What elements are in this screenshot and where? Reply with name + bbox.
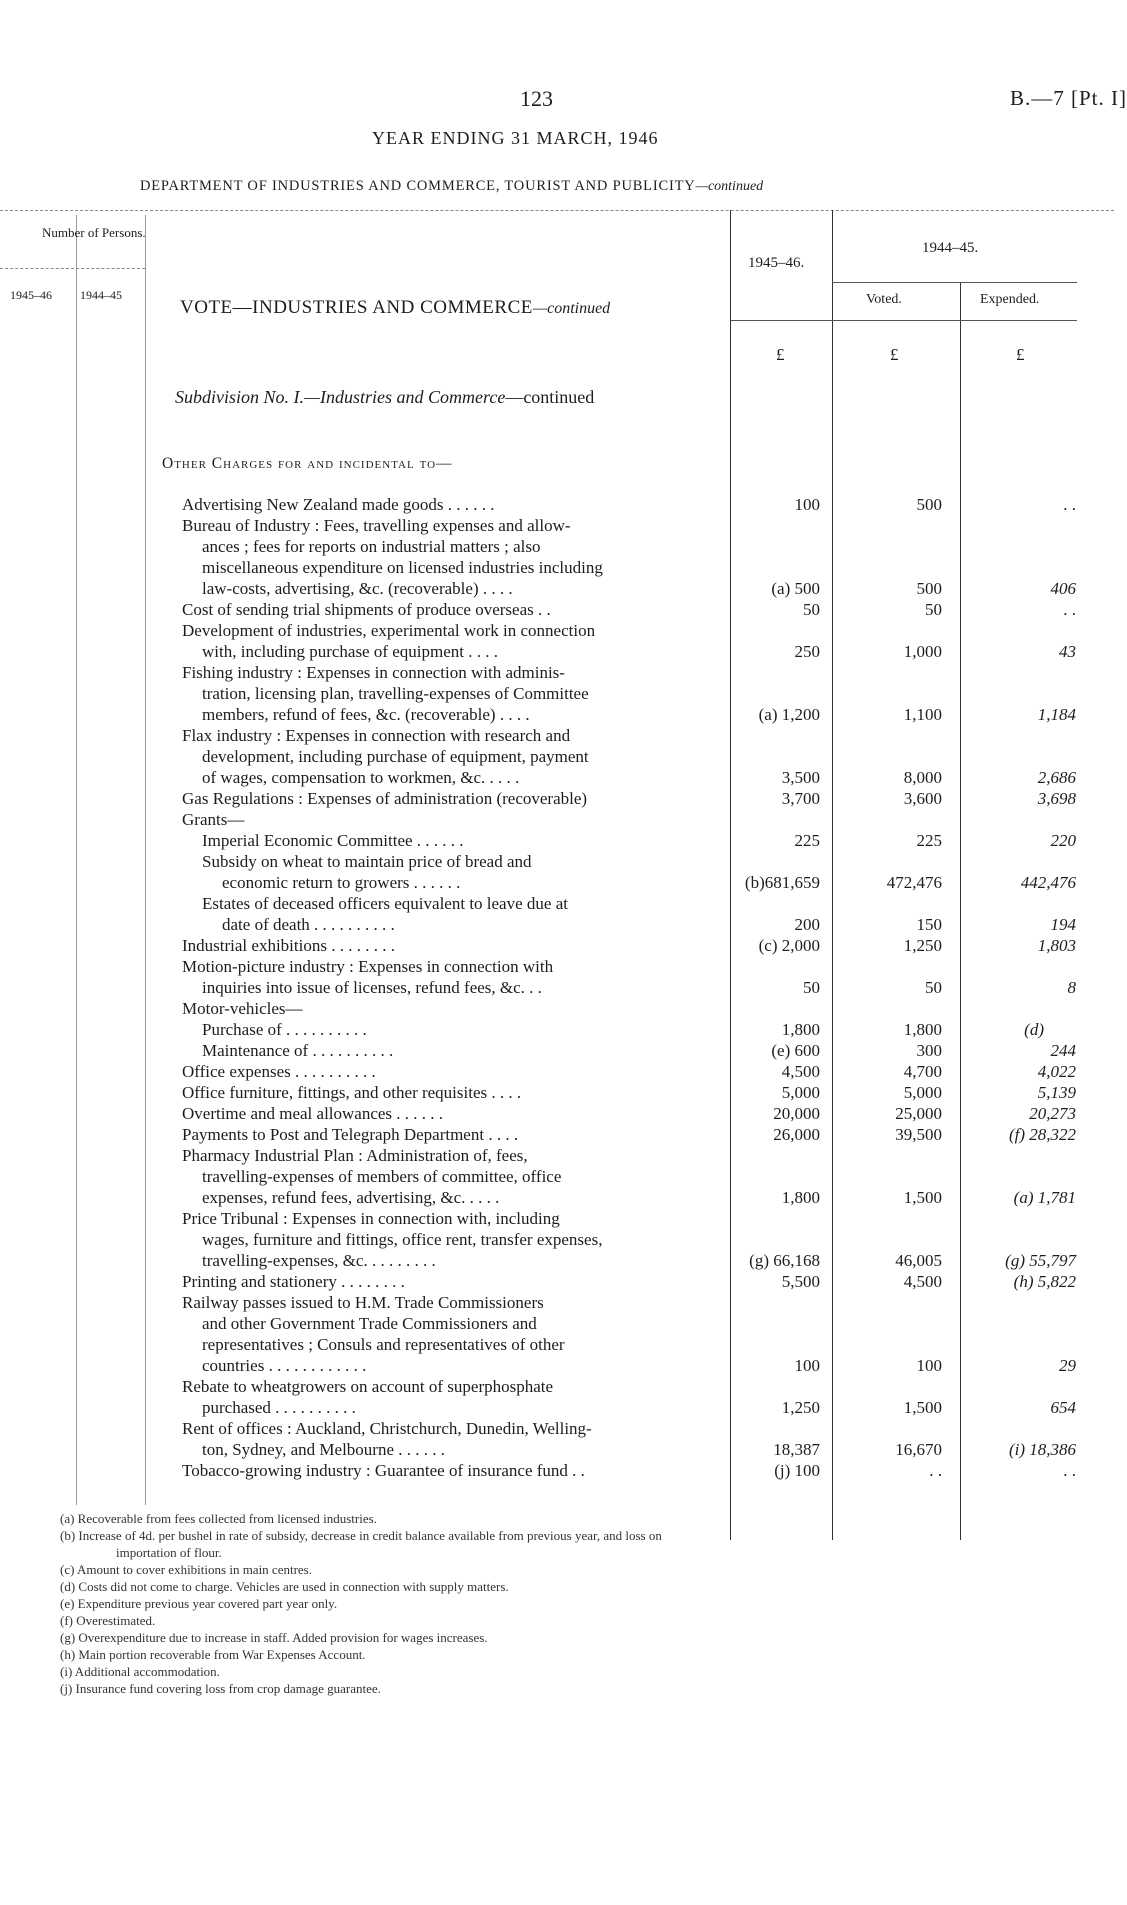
line-text: of wages, compensation to workmen, &c. . . . .: [202, 768, 520, 787]
amount-expended: 406: [1050, 579, 1076, 598]
amount-voted: 4,700: [903, 1062, 942, 1081]
line-text: Grants—: [182, 810, 245, 829]
amount-expended: 3,698: [1037, 789, 1076, 808]
line-text: Bureau of Industry : Fees, travelling expenses and allow-: [182, 516, 571, 535]
line-text: Industrial exhibitions . . . . . . . .: [182, 936, 395, 955]
line-text: Overtime and meal allowances . . . . . .: [182, 1104, 444, 1123]
page-number: 123: [520, 86, 553, 111]
amount-1945-46: 3,500: [781, 768, 820, 787]
amount-expended: 194: [1050, 915, 1076, 934]
amount-expended: 220: [1050, 831, 1076, 850]
amount-voted: 472,476: [886, 873, 942, 892]
column-header-voted: Voted.: [866, 292, 902, 307]
line-text: Fishing industry : Expenses in connection with adminis-: [182, 663, 565, 682]
amount-1945-46: 225: [794, 831, 820, 850]
amount-voted: 8,000: [903, 768, 942, 787]
line-text: Purchase of . . . . . . . . . .: [202, 1020, 367, 1039]
amount-1945-46: 20,000: [773, 1104, 820, 1123]
amount-expended: 1,184: [1037, 705, 1076, 724]
amount-expended: 29: [1059, 1356, 1076, 1375]
amount-1945-46: 50: [803, 978, 820, 997]
amount-voted: 150: [916, 915, 942, 934]
amount-expended: 20,273: [1029, 1104, 1076, 1123]
vote-title-text: VOTE—INDUSTRIES AND COMMERCE: [180, 297, 533, 318]
line-text: date of death . . . . . . . . . .: [222, 915, 395, 934]
amount-voted: 1,500: [903, 1398, 942, 1417]
column-rule-1945-46: [730, 210, 731, 1540]
line-text: countries . . . . . . . . . . . .: [202, 1356, 367, 1375]
line-text: Office furniture, fittings, and other requisites . . . .: [182, 1083, 522, 1102]
line-text: Development of industries, experimental work in connection: [182, 621, 596, 640]
column-header-bottom-rule: [730, 320, 1077, 321]
amount-voted: 4,500: [903, 1272, 942, 1291]
footnote-j: (j) Insurance fund covering loss from crop damage guarantee.: [60, 1681, 381, 1696]
amount-1945-46: 18,387: [773, 1440, 820, 1459]
amount-1945-46: 3,700: [781, 789, 820, 808]
line-text: ances ; fees for reports on industrial matters ; also: [202, 537, 541, 556]
amount-expended: 442,476: [1020, 873, 1076, 892]
header-top-rule: [0, 210, 1114, 211]
amount-1945-46: (a) 500: [771, 579, 820, 598]
footnote-b-continued: importation of flour.: [116, 1545, 222, 1560]
vote-continued: —continued: [532, 300, 611, 317]
footnote-d: (d) Costs did not come to charge. Vehicles are used in connection with supply matters.: [60, 1579, 509, 1594]
subdivision-title: Subdivision No. I.—Industries and Commerce: [175, 387, 506, 407]
amount-voted: 50: [925, 600, 942, 619]
line-text: Rent of offices : Auckland, Christchurch, Dunedin, Welling-: [182, 1419, 592, 1438]
line-text: Tobacco-growing industry : Guarantee of insurance fund . .: [182, 1461, 585, 1480]
footnote-i: (i) Additional accommodation.: [60, 1664, 220, 1679]
year-title: YEAR ENDING 31 MARCH, 1946: [372, 128, 659, 148]
previous-year-rule: [832, 282, 1077, 283]
amount-voted: 5,000: [903, 1083, 942, 1102]
amount-voted: 1,000: [903, 642, 942, 661]
amount-expended: 244: [1050, 1041, 1076, 1060]
subdivision-continued: —continued: [505, 387, 595, 407]
amount-voted: 46,005: [895, 1251, 942, 1270]
amount-expended: 43: [1059, 642, 1076, 661]
amount-1945-46: 50: [803, 600, 820, 619]
amount-expended: (a) 1,781: [1013, 1188, 1076, 1207]
amount-voted: 50: [925, 978, 942, 997]
amount-1945-46: (g) 66,168: [749, 1251, 820, 1270]
footnote-f: (f) Overestimated.: [60, 1613, 156, 1628]
amount-1945-46: (b)681,659: [744, 873, 820, 892]
line-text: Rebate to wheatgrowers on account of superphosphate: [182, 1377, 554, 1396]
line-text: purchased . . . . . . . . . .: [202, 1398, 356, 1417]
line-text: tration, licensing plan, travelling-expenses of Committee: [202, 684, 589, 703]
line-text: Price Tribunal : Expenses in connection with, including: [182, 1209, 560, 1228]
footnote-c: (c) Amount to cover exhibitions in main centres.: [60, 1562, 312, 1577]
persons-header-rule: [0, 268, 145, 269]
amount-1945-46: 5,500: [781, 1272, 820, 1291]
persons-divider: [76, 215, 77, 1505]
amount-1945-46: 1,800: [781, 1020, 820, 1039]
amount-voted: 225: [916, 831, 942, 850]
amount-1945-46: 26,000: [773, 1125, 820, 1144]
line-text: Cost of sending trial shipments of produce overseas . .: [182, 600, 551, 619]
amount-expended: (d): [1024, 1020, 1044, 1039]
column-rule-expended: [960, 283, 961, 1540]
line-text: Imperial Economic Committee . . . . . .: [202, 831, 464, 850]
footnote-h: (h) Main portion recoverable from War Expenses Account.: [60, 1647, 366, 1662]
footnote-e: (e) Expenditure previous year covered part year only.: [60, 1596, 338, 1611]
amount-1945-46: 4,500: [781, 1062, 820, 1081]
amount-expended: 4,022: [1037, 1062, 1076, 1081]
line-text: economic return to growers . . . . . .: [222, 873, 461, 892]
amount-voted: 25,000: [895, 1104, 942, 1123]
page-reference: B.—7 [Pt. I]: [1010, 86, 1127, 110]
amount-1945-46: (c) 2,000: [758, 936, 820, 955]
line-text: and other Government Trade Commissioners and: [202, 1314, 537, 1333]
amount-1945-46: 200: [794, 915, 820, 934]
line-text: Pharmacy Industrial Plan : Administration of, fees,: [182, 1146, 528, 1165]
column-header-expended: Expended.: [980, 292, 1040, 307]
persons-1944-45-header: 1944–45: [80, 288, 122, 302]
amount-expended: (h) 5,822: [1013, 1272, 1076, 1291]
amount-1945-46: 100: [794, 1356, 820, 1375]
amount-expended: . .: [1063, 495, 1076, 514]
vote-title: [180, 297, 610, 319]
currency-voted: £: [890, 345, 899, 364]
line-text: Advertising New Zealand made goods . . . . . .: [182, 495, 495, 514]
amount-voted: 16,670: [895, 1440, 942, 1459]
amount-expended: . .: [1063, 600, 1076, 619]
line-text: expenses, refund fees, advertising, &c. . . . .: [202, 1188, 500, 1207]
amount-voted: 1,100: [903, 705, 942, 724]
line-text: Office expenses . . . . . . . . . .: [182, 1062, 376, 1081]
amount-expended: (g) 55,797: [1005, 1251, 1076, 1270]
amount-expended: 8: [1067, 978, 1076, 997]
line-text: inquiries into issue of licenses, refund fees, &c. . .: [202, 978, 542, 997]
line-text: Payments to Post and Telegraph Department . . . .: [182, 1125, 519, 1144]
line-text: Flax industry : Expenses in connection with research and: [182, 726, 571, 745]
other-charges-heading: Other Charges for and incidental to—: [162, 455, 453, 472]
line-text: Subsidy on wheat to maintain price of bread and: [202, 852, 532, 871]
line-text: wages, furniture and fittings, office rent, transfer expenses,: [202, 1230, 603, 1249]
amount-voted: 1,500: [903, 1188, 942, 1207]
amount-expended: 5,139: [1037, 1083, 1076, 1102]
column-rule-voted: [832, 210, 833, 1540]
line-text: Gas Regulations : Expenses of administration (recoverable): [182, 789, 588, 808]
department-continued: —continued: [695, 179, 764, 194]
amount-voted: 1,250: [903, 936, 942, 955]
line-text: members, refund of fees, &c. (recoverable) . . . .: [202, 705, 530, 724]
line-text: with, including purchase of equipment . . . .: [202, 642, 499, 661]
subdivision-heading: [175, 387, 594, 408]
amount-voted: 39,500: [895, 1125, 942, 1144]
amount-1945-46: 1,250: [781, 1398, 820, 1417]
line-text: Estates of deceased officers equivalent to leave due at: [202, 894, 568, 913]
amount-voted: 300: [916, 1041, 942, 1060]
amount-voted: 500: [916, 579, 942, 598]
line-text: Motor-vehicles—: [182, 999, 303, 1018]
line-text: Printing and stationery . . . . . . . .: [182, 1272, 405, 1291]
department-title: [140, 178, 763, 195]
amount-voted: 100: [916, 1356, 942, 1375]
currency-expended: £: [1016, 345, 1025, 364]
line-text: Motion-picture industry : Expenses in connection with: [182, 957, 554, 976]
line-text: travelling-expenses, &c. . . . . . . . .: [202, 1251, 436, 1270]
column-header-1945-46: 1945–46.: [748, 255, 805, 271]
number-of-persons-label: Number of Persons.: [42, 225, 146, 240]
persons-1945-46-header: 1945–46: [10, 288, 52, 302]
line-text: Maintenance of . . . . . . . . . .: [202, 1041, 394, 1060]
line-text: travelling-expenses of members of committee, office: [202, 1167, 562, 1186]
amount-expended: 654: [1050, 1398, 1076, 1417]
line-text: representatives ; Consuls and representatives of other: [202, 1335, 565, 1354]
footnote-g: (g) Overexpenditure due to increase in staff. Added provision for wages increases.: [60, 1630, 488, 1645]
amount-voted: 3,600: [903, 789, 942, 808]
amount-1945-46: 5,000: [781, 1083, 820, 1102]
column-header-1944-45: 1944–45.: [922, 240, 979, 256]
currency-1945-46: £: [776, 345, 785, 364]
amount-voted: 1,800: [903, 1020, 942, 1039]
footnote-b: (b) Increase of 4d. per bushel in rate of subsidy, decrease in credit balance available from previous year, and loss on: [60, 1528, 662, 1543]
amount-expended: . .: [1063, 1461, 1076, 1480]
line-text: law-costs, advertising, &c. (recoverable) . . . .: [202, 579, 513, 598]
amount-1945-46: (j) 100: [774, 1461, 820, 1480]
line-text: Railway passes issued to H.M. Trade Commissioners: [182, 1293, 544, 1312]
amount-1945-46: 1,800: [781, 1188, 820, 1207]
line-text: miscellaneous expenditure on licensed industries including: [202, 558, 603, 577]
amount-voted: 500: [916, 495, 942, 514]
amount-expended: 2,686: [1037, 768, 1076, 787]
amount-voted: . .: [929, 1461, 942, 1480]
amount-expended: (i) 18,386: [1008, 1440, 1076, 1459]
line-text: development, including purchase of equipment, payment: [202, 747, 589, 766]
amount-1945-46: (a) 1,200: [758, 705, 820, 724]
footnote-a: (a) Recoverable from fees collected from licensed industries.: [60, 1511, 377, 1526]
amount-expended: (f) 28,322: [1008, 1125, 1076, 1144]
persons-right-rule: [145, 215, 146, 1505]
amount-expended: 1,803: [1037, 936, 1076, 955]
amount-1945-46: 100: [794, 495, 820, 514]
amount-1945-46: (e) 600: [771, 1041, 820, 1060]
line-text: ton, Sydney, and Melbourne . . . . . .: [202, 1440, 446, 1459]
amount-1945-46: 250: [794, 642, 820, 661]
department-name: DEPARTMENT OF INDUSTRIES AND COMMERCE, TOURIST AND PUBLICITY: [140, 178, 696, 194]
